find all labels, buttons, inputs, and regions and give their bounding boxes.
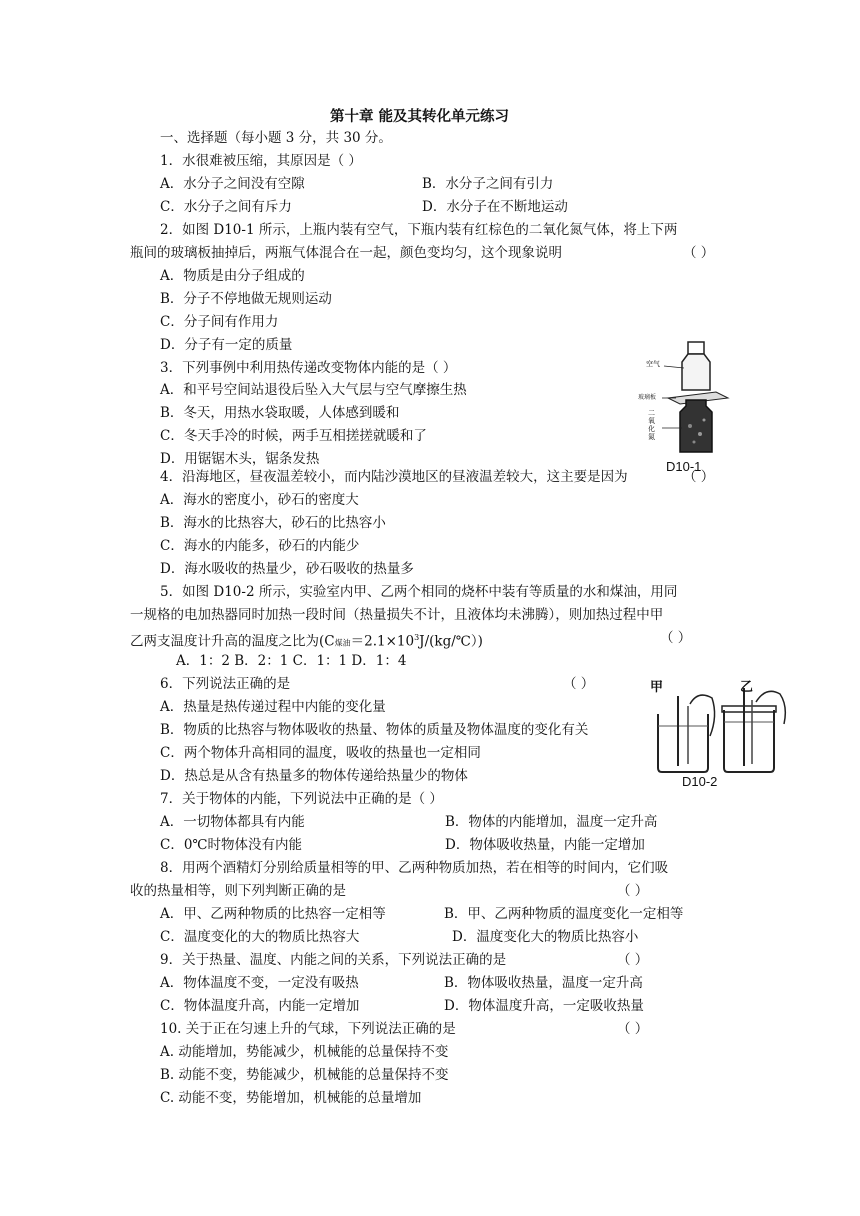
gas-bottles-illustration — [646, 340, 746, 460]
q7-option-b: B．物体的内能增加，温度一定升高 — [445, 814, 658, 830]
q2-option-d: D．分子有一定的质量 — [160, 337, 293, 353]
q6-option-d: D．热总是从含有热量多的物体传递给热量少的物体 — [160, 768, 468, 784]
q8-stem-line1: 8．用两个酒精灯分别给质量相等的甲、乙两种物质加热，若在相等的时间内，它们吸 — [160, 860, 669, 876]
q8-paren: （ ） — [617, 883, 649, 899]
q9-option-d: D．物体温度升高，一定吸收热量 — [444, 998, 644, 1014]
q1-option-b: B．水分子之间有引力 — [422, 176, 554, 192]
q9-option-b: B．物体吸收热量，温度一定升高 — [444, 975, 643, 991]
label-air: 空气 — [646, 361, 660, 368]
q4-paren: （ ） — [683, 469, 715, 485]
q10-option-c: C. 动能不变，势能增加，机械能的总量增加 — [160, 1090, 422, 1106]
q7-option-c: C．0℃时物体没有内能 — [160, 837, 303, 853]
q6-paren: （ ） — [563, 676, 595, 692]
q3-option-d: D．用锯锯木头，锯条发热 — [160, 451, 320, 467]
q8-stem-line2: 收的热量相等，则下列判断正确的是 — [130, 883, 346, 899]
q6-option-a: A．热量是热传递过程中内能的变化量 — [160, 699, 386, 715]
q2-option-c: C．分子间有作用力 — [160, 314, 279, 330]
q2-paren: （ ） — [683, 245, 715, 261]
q10-stem: 10. 关于正在匀速上升的气球，下列说法正确的是 — [160, 1021, 456, 1037]
q8-option-c: C．温度变化的大的物质比热容大 — [160, 929, 360, 945]
q5-stem-line3-post: J/(kg/℃）) — [419, 633, 483, 650]
q7-stem: 7．关于物体的内能，下列说法中正确的是（ ） — [160, 791, 443, 807]
q4-option-c: C．海水的内能多，砂石的内能少 — [160, 538, 360, 554]
q5-superscript: 3 — [414, 633, 420, 642]
q1-stem: 1．水很难被压缩，其原因是（ ） — [160, 153, 362, 169]
q8-option-a: A．甲、乙两种物质的比热容一定相等 — [160, 906, 386, 922]
q10-paren: （ ） — [617, 1021, 649, 1037]
q1-option-d: D．水分子在不断地运动 — [422, 199, 568, 215]
q8-option-b: B．甲、乙两种物质的温度变化一定相等 — [444, 906, 684, 922]
q5-options: A．1：2 B．2：1 C．1：1 D．1：4 — [176, 653, 407, 669]
q9-paren: （ ） — [617, 952, 649, 968]
figure-d10-2 — [648, 676, 798, 794]
q10-option-b: B. 动能不变，势能减少，机械能的总量保持不变 — [160, 1067, 449, 1083]
q9-stem: 9．关于热量、温度、内能之间的关系，下列说法正确的是 — [160, 952, 507, 968]
q3-option-a: A．和平号空间站退役后坠入大气层与空气摩擦生热 — [160, 382, 467, 398]
q5-stem-line3-mid: ＝2.1×10 — [350, 633, 415, 650]
q3-option-c: C．冬天手冷的时候，两手互相搓搓就暖和了 — [160, 428, 427, 444]
q4-option-b: B．海水的比热容大，砂石的比热容小 — [160, 515, 386, 531]
q4-stem: 4．沿海地区，昼夜温差较小，而内陆沙漠地区的昼液温差较大，这主要是因为 — [160, 469, 628, 485]
figure-d10-1 — [638, 340, 746, 480]
q6-option-b: B．物质的比热容与物体吸收的热量、物体的质量及物体温度的变化有关 — [160, 722, 589, 738]
q10-option-a: A. 动能增加，势能减少，机械能的总量保持不变 — [160, 1044, 449, 1060]
figure-caption-d10-1: D10-1 — [666, 459, 702, 474]
q2-option-a: A．物质是由分子组成的 — [160, 268, 305, 284]
q2-stem-line2: 瓶间的玻璃板抽掉后，两瓶气体混合在一起，颜色变均匀，这个现象说明 — [130, 245, 562, 261]
q6-option-c: C．两个物体升高相同的温度，吸收的热量也一定相同 — [160, 745, 481, 761]
q7-option-a: A．一切物体都具有内能 — [160, 814, 305, 830]
q7-option-d: D．物体吸收热量，内能一定增加 — [445, 837, 645, 853]
beakers-illustration — [648, 676, 798, 776]
q8-option-d: D．温度变化大的物质比热容小 — [452, 929, 639, 945]
q1-option-c: C．水分子之间有斥力 — [160, 199, 292, 215]
q5-subscript: 煤油 — [334, 638, 351, 648]
q5-stem-line3 — [130, 628, 483, 654]
q3-stem: 3．下列事例中利用热传递改变物体内能的是（ ） — [160, 360, 457, 376]
q6-stem: 6．下列说法正确的是 — [160, 676, 291, 692]
q5-paren: （ ） — [660, 630, 692, 646]
q9-option-c: C．物体温度升高，内能一定增加 — [160, 998, 360, 1014]
q5-stem-line3-pre: 乙两支温度计升高的温度之比为(C — [130, 633, 335, 650]
q1-option-a: A．水分子之间没有空隙 — [160, 176, 305, 192]
page-title: 第十章 能及其转化单元练习 — [330, 108, 510, 125]
q5-stem-line2: 一规格的电加热器同时加热一段时间（热量损失不计，且液体均未沸腾），则加热过程中甲 — [130, 607, 664, 623]
label-jia: 甲 — [650, 679, 664, 694]
label-no2: 二氧化氮 — [648, 410, 655, 441]
q5-stem-line1: 5．如图 D10-2 所示，实验室内甲、乙两个相同的烧杯中装有等质量的水和煤油，用同 — [160, 584, 678, 600]
q2-option-b: B．分子不停地做无规则运动 — [160, 291, 332, 307]
q4-option-a: A．海水的密度小，砂石的密度大 — [160, 492, 359, 508]
section-heading: 一、选择题（每小题 3 分，共 30 分。 — [160, 130, 392, 146]
q3-option-b: B．冬天，用热水袋取暖，人体感到暖和 — [160, 405, 400, 421]
q4-option-d: D．海水吸收的热量少，砂石吸收的热量多 — [160, 561, 414, 577]
label-glass-plate: 玻璃板 — [638, 395, 657, 401]
q2-stem-line1: 2．如图 D10-1 所示，上瓶内装有空气，下瓶内装有红棕色的二氧化氮气体，将上下两 — [160, 222, 678, 238]
label-yi: 乙 — [740, 679, 754, 694]
figure-caption-d10-2: D10-2 — [682, 774, 718, 789]
q9-option-a: A．物体温度不变，一定没有吸热 — [160, 975, 359, 991]
